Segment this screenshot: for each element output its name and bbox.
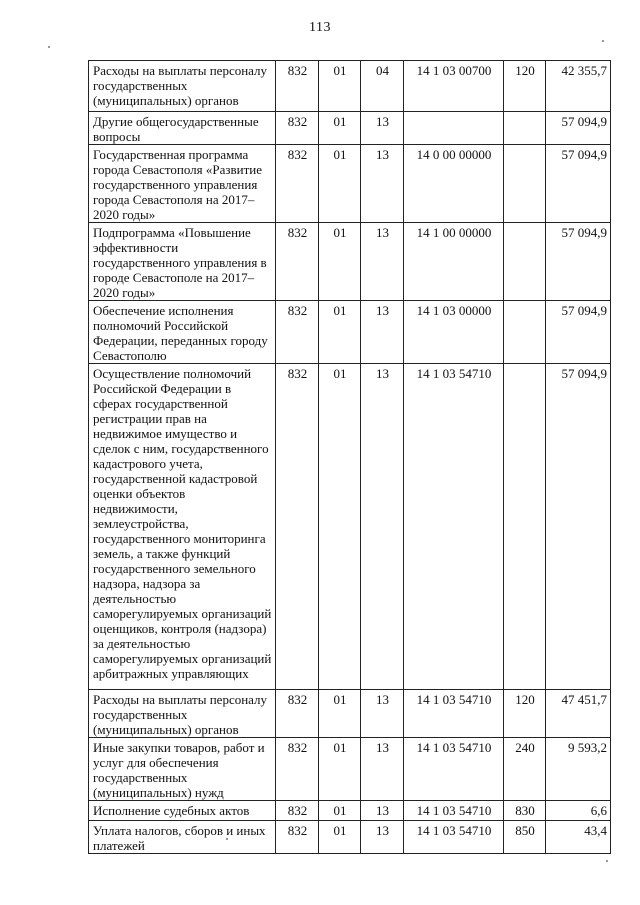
row-code: 832 (276, 112, 319, 145)
row-vr (504, 112, 546, 145)
row-vr (504, 301, 546, 364)
row-amount: 57 094,9 (546, 145, 611, 223)
row-name: Расходы на выплаты персоналу государственных (муниципальных) органов (89, 690, 276, 738)
row-section: 01 (319, 61, 361, 112)
table-row (89, 301, 611, 364)
row-amount: 42 355,7 (546, 61, 611, 112)
row-vr: 120 (504, 690, 546, 738)
row-section: 01 (319, 223, 361, 301)
row-csr: 14 1 03 54710 (404, 801, 504, 821)
table-row (89, 112, 611, 145)
row-amount: 47 451,7 (546, 690, 611, 738)
row-code: 832 (276, 821, 319, 854)
table-row (89, 821, 611, 854)
row-vr (504, 364, 546, 690)
row-section: 01 (319, 364, 361, 690)
row-vr: 850 (504, 821, 546, 854)
row-subsection: 13 (361, 821, 404, 854)
row-subsection: 04 (361, 61, 404, 112)
row-section: 01 (319, 112, 361, 145)
row-code: 832 (276, 61, 319, 112)
row-csr: 14 0 00 00000 (404, 145, 504, 223)
table-row (89, 364, 611, 690)
row-name: Расходы на выплаты персоналу государственных (муниципальных) органов (89, 61, 276, 112)
row-section: 01 (319, 145, 361, 223)
row-csr: 14 1 03 54710 (404, 690, 504, 738)
table-row (89, 223, 611, 301)
row-name: Государственная программа города Севастополя «Развитие государственного управления города Севастополя на 2017–2020 годы» (89, 145, 276, 223)
row-name: Подпрограмма «Повышение эффективности государственного управления в городе Севастополе на 2017–2020 годы» (89, 223, 276, 301)
row-name: Обеспечение исполнения полномочий Российской Федерации, переданных городу Севастополю (89, 301, 276, 364)
row-code: 832 (276, 145, 319, 223)
scan-speck (602, 40, 604, 42)
row-section: 01 (319, 821, 361, 854)
row-amount: 43,4 (546, 821, 611, 854)
row-name: Другие общегосударственные вопросы (89, 112, 276, 145)
row-name: Уплата налогов, сборов и иных платежей (89, 821, 276, 854)
table-row (89, 61, 611, 112)
row-csr: 14 1 03 54710 (404, 364, 504, 690)
row-section: 01 (319, 738, 361, 801)
budget-table (88, 60, 611, 854)
row-section: 01 (319, 801, 361, 821)
scan-speck (606, 860, 608, 862)
row-csr: 14 1 03 54710 (404, 738, 504, 801)
row-amount: 57 094,9 (546, 301, 611, 364)
row-amount: 6,6 (546, 801, 611, 821)
row-subsection: 13 (361, 364, 404, 690)
row-amount: 57 094,9 (546, 112, 611, 145)
row-subsection: 13 (361, 301, 404, 364)
row-section: 01 (319, 690, 361, 738)
row-code: 832 (276, 223, 319, 301)
table-row (89, 690, 611, 738)
row-code: 832 (276, 690, 319, 738)
scan-speck (226, 838, 228, 840)
row-section: 01 (319, 301, 361, 364)
row-vr: 120 (504, 61, 546, 112)
row-csr: 14 1 03 54710 (404, 821, 504, 854)
row-code: 832 (276, 301, 319, 364)
row-subsection: 13 (361, 223, 404, 301)
row-subsection: 13 (361, 145, 404, 223)
row-vr (504, 223, 546, 301)
row-subsection: 13 (361, 112, 404, 145)
row-name: Исполнение судебных актов (89, 801, 276, 821)
scan-speck (48, 46, 50, 48)
row-name: Иные закупки товаров, работ и услуг для обеспечения государственных (муниципальных) нужд (89, 738, 276, 801)
table-row (89, 145, 611, 223)
row-csr (404, 112, 504, 145)
row-vr (504, 145, 546, 223)
row-amount: 57 094,9 (546, 223, 611, 301)
row-amount: 57 094,9 (546, 364, 611, 690)
row-csr: 14 1 03 00700 (404, 61, 504, 112)
row-code: 832 (276, 738, 319, 801)
row-subsection: 13 (361, 738, 404, 801)
table-row (89, 738, 611, 801)
row-subsection: 13 (361, 801, 404, 821)
row-vr: 240 (504, 738, 546, 801)
row-subsection: 13 (361, 690, 404, 738)
table-row (89, 801, 611, 821)
row-name: Осуществление полномочий Российской Федерации в сферах государственной регистрации прав на недвижимое имущество и сделок с ним, государственного кадастрового учета, государственной кадастровой оценки объектов недвижимости, землеустройства, государственного мониторинга земель, а также функций государственного земельного надзора, надзора за деятельностью саморегулируемых организаций оценщиков, контроля (надзора) за деятельностью саморегулируемых организаций арбитражных управляющих (89, 364, 276, 690)
row-amount: 9 593,2 (546, 738, 611, 801)
row-vr: 830 (504, 801, 546, 821)
page-number: 113 (309, 20, 331, 35)
row-code: 832 (276, 364, 319, 690)
row-csr: 14 1 03 00000 (404, 301, 504, 364)
row-csr: 14 1 00 00000 (404, 223, 504, 301)
row-code: 832 (276, 801, 319, 821)
